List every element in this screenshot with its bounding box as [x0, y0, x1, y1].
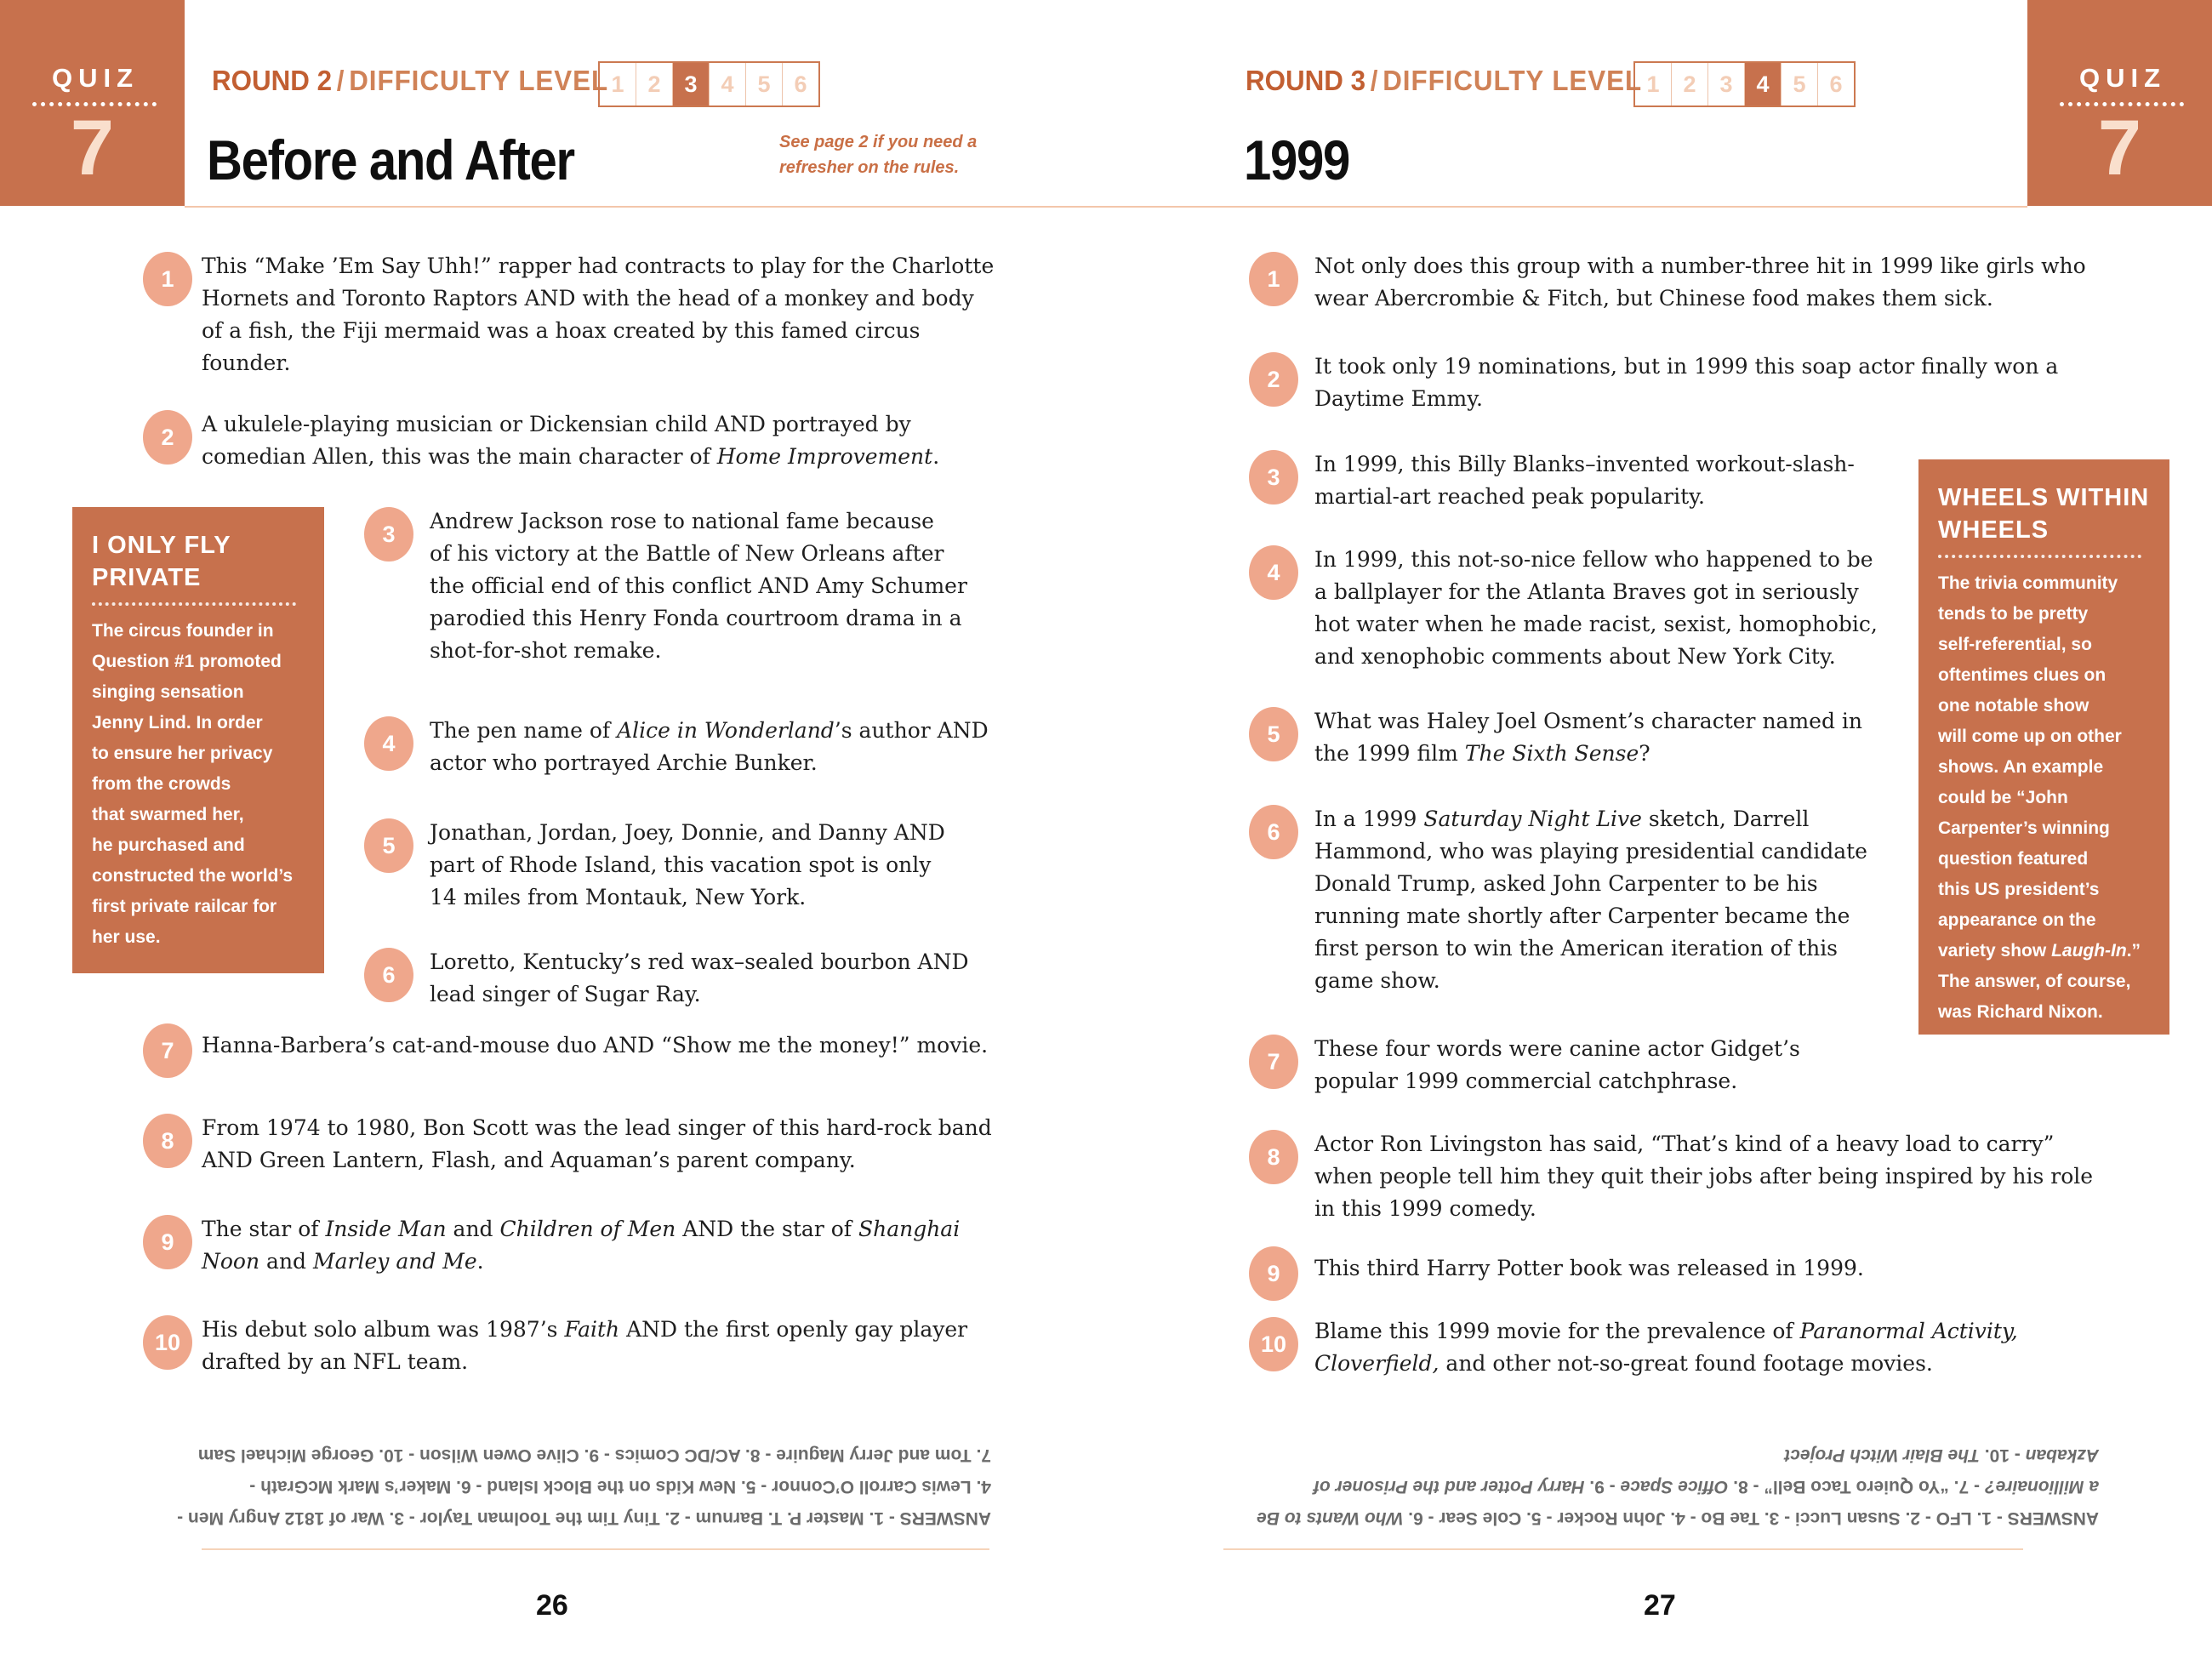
question-text-line: Not only does this group with a number-three hit in 1999 like girls who	[1314, 254, 2086, 278]
quiz-tab-right	[2027, 0, 2212, 206]
question-number-badge: 2	[143, 410, 192, 465]
question-text-line: Hanna-Barbera’s cat-and-mouse duo AND “Show me the money!” movie.	[202, 1033, 989, 1058]
question-text-line: In 1999, this not-so-nice fellow who happened to be	[1314, 547, 1873, 572]
question-text-line: From 1974 to 1980, Bon Scott was the lead singer of this hard-rock band	[202, 1115, 992, 1140]
question-text-line: when people tell him they quit their jobs after being inspired by his role	[1314, 1164, 2094, 1189]
page-number-right: 27	[1644, 1589, 1676, 1622]
question-number-badge: 5	[364, 818, 413, 873]
question-text-line: Blame this 1999 movie for the prevalence of Paranormal Activity,	[1314, 1319, 2018, 1343]
question-number-badge: 8	[1249, 1130, 1298, 1184]
question-text-line: These four words were canine actor Gidget’s	[1314, 1036, 1800, 1061]
question-text-line: Loretto, Kentucky’s red wax–sealed bourbon AND	[430, 949, 969, 974]
sidebar-text-line: appearance on the	[1938, 910, 2096, 930]
sidebar-title: I ONLY FLY PRIVATE	[92, 532, 231, 591]
question-text-line: parodied this Henry Fonda courtroom drama in a	[430, 606, 962, 630]
question-text-line: of a fish, the Fiji mermaid was a hoax created by this famed circus	[202, 318, 921, 343]
rules-note-line: See page 2 if you need a	[779, 133, 978, 151]
page-title-right: 1999	[1244, 128, 1349, 191]
question-text-line: actor who portrayed Archie Bunker.	[430, 750, 818, 775]
question-number-badge: 5	[1249, 707, 1298, 761]
answer-key-line: 7. Tom and Jerry Maguire - 8. AC/DC Comics - 9. Clive Owen Wilson - 10. George Michael Sam	[197, 1445, 991, 1465]
question-number-badge: 2	[1249, 352, 1298, 407]
question-text-line: Hammond, who was playing presidential candidate	[1314, 839, 1867, 864]
question-number-badge: 1	[1249, 252, 1298, 306]
question-number-badge: 3	[1249, 450, 1298, 505]
question-text-line: This “Make ’Em Say Uhh!” rapper had contracts to play for the Charlotte	[202, 254, 995, 278]
sidebar-text-line: self-referential, so	[1938, 635, 2092, 654]
separator: /	[336, 65, 345, 96]
question-number-badge: 7	[1249, 1035, 1298, 1089]
sidebar-text-line: from the crowds	[92, 774, 231, 794]
question-text-line: in this 1999 comedy.	[1314, 1196, 1536, 1221]
question-number-badge: 1	[143, 252, 192, 306]
question-number-badge: 9	[1249, 1246, 1298, 1301]
difficulty-level-5: 5	[1782, 63, 1818, 105]
difficulty-level-1: 1	[600, 63, 636, 105]
answer-key-line: ANSWERS - 1. LFO - 2. Susan Lucci - 3. Tae Bo - 4. John Rocker - 5. Cole Sear - 6. Who Wants to Be	[1257, 1508, 2099, 1528]
question-text-line: game show.	[1314, 968, 1440, 993]
question-text-line: The pen name of Alice in Wonderland’s author AND	[430, 718, 989, 743]
sidebar-text-line: variety show Laugh-In.”	[1938, 941, 2141, 961]
rules-note	[779, 129, 977, 180]
sidebar-text-line: The answer, of course,	[1938, 972, 2131, 991]
question-text-line: His debut solo album was 1987’s Faith AND the first openly gay player	[202, 1317, 968, 1342]
round-label: ROUND 3	[1246, 65, 1366, 96]
difficulty-level-2: 2	[636, 63, 673, 105]
sidebar-box-wheels-within-wheels	[1918, 459, 2169, 1035]
question-text-line: shot-for-shot remake.	[430, 638, 662, 663]
quiz-label: QUIZ	[2078, 63, 2167, 93]
sidebar-text-line: that swarmed her,	[92, 805, 244, 824]
sidebar-dotted-divider	[92, 602, 296, 606]
question-text-line: Cloverfield, and other not-so-great found footage movies.	[1314, 1351, 1933, 1376]
difficulty-label: DIFFICULTY LEVEL	[1382, 65, 1643, 96]
sidebar-box-i-only-fly-private	[72, 507, 324, 973]
sidebar-text-line: will come up on other	[1938, 727, 2122, 746]
question-text-line: wear Abercrombie & Fitch, but Chinese food makes them sick.	[1314, 286, 1993, 311]
difficulty-level-4: 4	[710, 63, 746, 105]
question-number-badge: 10	[143, 1315, 192, 1370]
answer-key-left	[113, 1440, 991, 1534]
sidebar-text-line: singing sensation	[92, 682, 244, 702]
round-header-left	[212, 65, 630, 97]
question-text-line: part of Rhode Island, this vacation spot is only	[430, 852, 932, 877]
question-text-line: The star of Inside Man and Children of Men AND the star of Shanghai	[202, 1217, 961, 1241]
question-text-line: martial-art reached peak popularity.	[1314, 484, 1705, 509]
sidebar-text-line: her use.	[92, 927, 161, 947]
question-text-line: lead singer of Sugar Ray.	[430, 982, 701, 1006]
sidebar-text-line: was Richard Nixon.	[1938, 1002, 2103, 1022]
question-number-badge: 6	[364, 948, 413, 1002]
question-text-line: the official end of this conflict AND Amy Schumer	[430, 573, 967, 598]
question-text-line: A ukulele-playing musician or Dickensian child AND portrayed by	[202, 412, 911, 436]
answer-key-line: a Millionaire? - 7. “Yo Quiero Taco Bell” - 8. Office Space - 9. Harry Potter and the Prisoner of	[1313, 1477, 2099, 1497]
answer-key-right	[1201, 1440, 2099, 1534]
answer-key-line: ANSWERS - 1. Master P. T. Barnum - 2. Tiny Tim the Toolman Taylor - 3. War of 1812 Angry Men -	[177, 1508, 991, 1528]
page-title-left: Before and After	[207, 128, 574, 191]
sidebar-body	[92, 616, 305, 953]
difficulty-label: DIFFICULTY LEVEL	[349, 65, 609, 96]
sidebar-text-line: Carpenter’s winning	[1938, 818, 2110, 838]
question-text-line: hot water when he made racist, sexist, homophobic,	[1314, 612, 1878, 636]
question-text-line: Andrew Jackson rose to national fame because	[430, 509, 934, 533]
sidebar-text-line: question featured	[1938, 849, 2089, 869]
sidebar-text-line: he purchased and	[92, 835, 245, 855]
question-text-line: In 1999, this Billy Blanks–invented workout-slash-	[1314, 452, 1855, 476]
footer-rule-right	[1223, 1548, 2023, 1550]
question-text-line: It took only 19 nominations, but in 1999 this soap actor finally won a	[1314, 354, 2059, 379]
sidebar-text-line: oftentimes clues on	[1938, 665, 2107, 685]
question-text-line: running mate shortly after Carpenter became the	[1314, 904, 1850, 928]
sidebar-dotted-divider	[1938, 555, 2141, 558]
quiz-label: QUIZ	[51, 63, 140, 93]
sidebar-text-line: to ensure her privacy	[92, 744, 273, 763]
difficulty-level-3: 3	[673, 63, 710, 105]
question-number-badge: 4	[1249, 545, 1298, 600]
sidebar-text-line: could be “John	[1938, 788, 2068, 807]
sidebar-text-line: tends to be pretty	[1938, 604, 2089, 624]
sidebar-body	[1938, 568, 2150, 1028]
question-text-line: comedian Allen, this was the main character of Home Improvement.	[202, 444, 940, 469]
question-text-line: drafted by an NFL team.	[202, 1349, 469, 1374]
question-text-line: This third Harry Potter book was released in 1999.	[1314, 1256, 1864, 1280]
question-text-line: founder.	[202, 351, 291, 375]
question-number-badge: 8	[143, 1114, 192, 1168]
question-number-badge: 6	[1249, 805, 1298, 859]
sidebar-title: WHEELS WITHIN WHEELS	[1938, 484, 2150, 544]
difficulty-level-2: 2	[1672, 63, 1708, 105]
question-number-badge: 10	[1249, 1317, 1298, 1371]
header-rule	[185, 206, 2027, 208]
difficulty-level-3: 3	[1708, 63, 1745, 105]
sidebar-text-line: Jenny Lind. In order	[92, 713, 263, 733]
question-text-line: and xenophobic comments about New York City.	[1314, 644, 1836, 669]
question-text-line: of his victory at the Battle of New Orleans after	[430, 541, 944, 566]
question-number-badge: 4	[364, 716, 413, 771]
sidebar-text-line: The trivia community	[1938, 573, 2118, 593]
round-label: ROUND 2	[212, 65, 333, 96]
question-number-badge: 7	[143, 1023, 192, 1078]
difficulty-meter-right	[1633, 61, 1856, 107]
sidebar-text-line: The circus founder in	[92, 621, 274, 641]
question-text-line: popular 1999 commercial catchphrase.	[1314, 1069, 1738, 1093]
sidebar-text-line: Question #1 promoted	[92, 652, 282, 671]
sidebar-text-line: constructed the world’s	[92, 866, 294, 886]
question-text-line: What was Haley Joel Osment’s character named in	[1314, 709, 1863, 733]
difficulty-level-5: 5	[746, 63, 783, 105]
footer-rule-left	[202, 1548, 989, 1550]
question-text-line: Jonathan, Jordan, Joey, Donnie, and Danny AND	[430, 820, 945, 845]
round-header-right	[1246, 65, 1663, 97]
question-text-line: Donald Trump, asked John Carpenter to be his	[1314, 871, 1818, 896]
difficulty-level-1: 1	[1635, 63, 1672, 105]
difficulty-level-4: 4	[1745, 63, 1782, 105]
sidebar-text-line: shows. An example	[1938, 757, 2104, 777]
question-number-badge: 3	[364, 507, 413, 562]
question-text-line: 14 miles from Montauk, New York.	[430, 885, 807, 909]
page-number-left: 26	[536, 1589, 568, 1622]
difficulty-meter-left	[598, 61, 820, 107]
quiz-number: 7	[70, 105, 115, 191]
question-text-line: In a 1999 Saturday Night Live sketch, Darrell	[1314, 807, 1810, 831]
sidebar-text-line: one notable show	[1938, 696, 2089, 715]
question-text-line: the 1999 film The Sixth Sense?	[1314, 741, 1650, 766]
answer-key-line: 4. Lewis Carroll O’Connor - 5. New Kids on the Block Island - 6. Maker’s Mark McGrath -	[249, 1477, 991, 1497]
quiz-tab-left	[0, 0, 185, 206]
quiz-number: 7	[2097, 105, 2142, 191]
question-text-line: AND Green Lantern, Flash, and Aquaman’s parent company.	[202, 1148, 856, 1172]
question-text-line: first person to win the American iteration of this	[1314, 936, 1839, 961]
difficulty-level-6: 6	[794, 71, 807, 97]
question-number-badge: 9	[143, 1215, 192, 1269]
sidebar-text-line: first private railcar for	[92, 897, 277, 916]
question-text-line: a ballplayer for the Atlanta Braves got in seriously	[1314, 579, 1859, 604]
rules-note-line: refresher on the rules.	[779, 158, 960, 177]
question-text-line: Noon and Marley and Me.	[202, 1249, 484, 1274]
question-text-line: Actor Ron Livingston has said, “That’s kind of a heavy load to carry”	[1314, 1132, 2055, 1156]
difficulty-level-6: 6	[1829, 71, 1843, 97]
separator: /	[1370, 65, 1378, 96]
question-text-line: Hornets and Toronto Raptors AND with the head of a monkey and body	[202, 286, 974, 311]
question-text-line: Daytime Emmy.	[1314, 386, 1483, 411]
sidebar-text-line: this US president’s	[1938, 880, 2100, 899]
answer-key-line: Azkaban - 10. The Blair Witch Project	[1784, 1445, 2099, 1465]
